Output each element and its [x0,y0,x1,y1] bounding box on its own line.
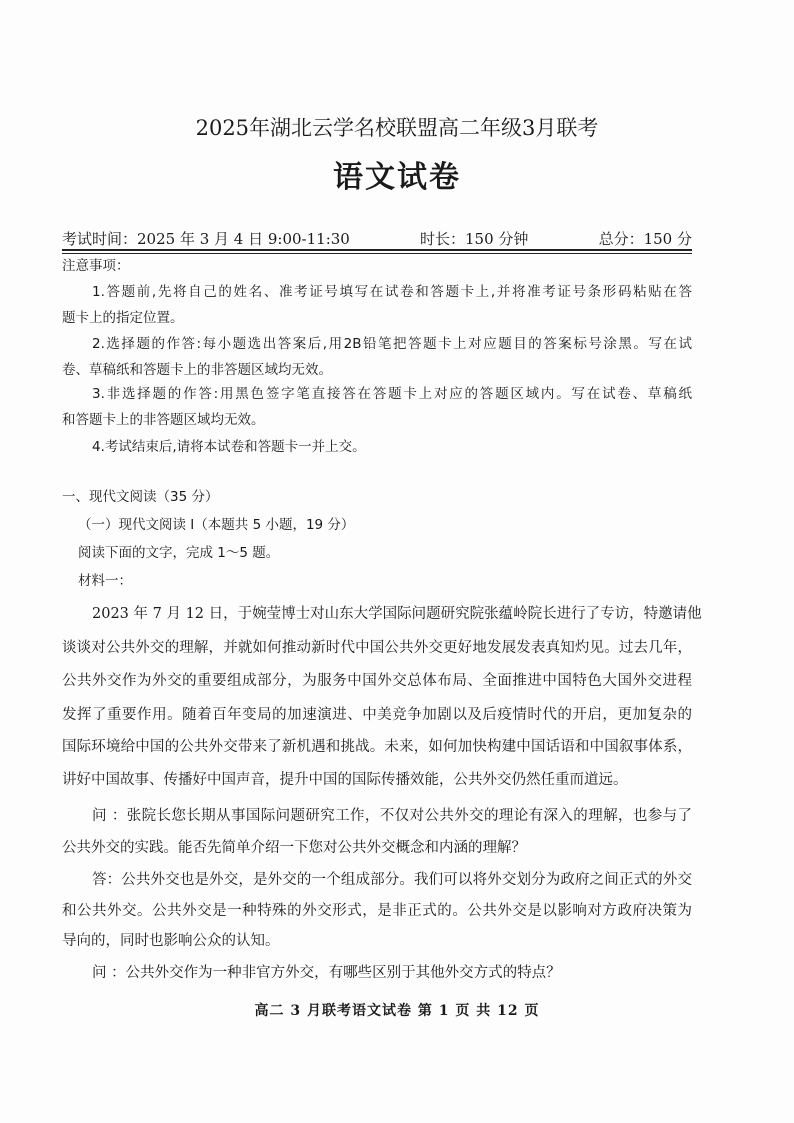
exam-subject-title: 语文试卷 [333,160,461,195]
divider-thin [62,253,692,254]
exam-title: 2025年湖北云学名校联盟高二年级3月联考 [195,116,599,140]
question-line: 公共外交的实践。能否先简单介绍一下您对公共外交概念和内涵的理解？ [62,840,526,856]
answer-line: 答：公共外交也是外交，是外交的一个组成部分。我们可以将外交划分为政府之间正式的外交 [92,872,692,888]
reading-instruction: 阅读下面的文字，完成 1～5 题。 [78,545,280,561]
section-subheading: （一）现代文阅读 I（本题共 5 小题，19 分） [78,517,355,533]
notes-heading: 注意事项： [62,258,130,274]
note-line: 4.考试结束后,请将本试卷和答题卡一并上交。 [92,439,366,455]
note-line: 1.答题前,先将自己的姓名、准考证号填写在试卷和答题卡上,并将准考证号条形码粘贴在答 [92,284,692,300]
exam-duration: 时长：150 分钟 [420,230,529,248]
question-line: 问 ：张院长您长期从事国际问题研究工作，不仅对公共外交的理论有深入的理解，也参与了 [92,808,692,824]
note-line: 卷、草稿纸和答题卡上的非答题区域均无效。 [62,362,332,378]
note-line: 和答题卡上的非答题区域均无效。 [62,412,265,428]
answer-line: 导向的，同时也影响公众的认知。 [62,933,280,949]
note-line: 3.非选择题的作答:用黑色签字笔直接答在答题卡上对应的答题区域内。写在试卷、草稿纸 [92,386,692,402]
exam-time: 考试时间：2025 年 3 月 4 日 9:00-11:30 [62,230,350,248]
note-line: 题卡上的指定位置。 [62,310,184,326]
section-heading: 一、现代文阅读（35 分） [62,489,219,505]
question-line: 问 ：公共外交作为一种非官方外交，有哪些区别于其他外交方式的特点？ [92,965,561,981]
exam-total-score: 总分：150 分 [598,230,692,248]
divider-thick [62,249,692,251]
page-footer: 高二 3 月联考语文试卷 第 1 页 共 12 页 [254,1003,540,1019]
answer-line: 和公共外交。公共外交是一种特殊的外交形式，是非正式的。公共外交是以影响对方政府决策为 [62,903,692,919]
material-label: 材料一： [78,573,132,589]
body-line: 谈谈对公共外交的理解，并就如何推动新时代中国公共外交更好地发展发表真知灼见。过去几年， [62,640,692,656]
body-line: 发挥了重要作用。随着百年变局的加速演进、中美竞争加剧以及后疫情时代的开启，更加复杂的 [62,707,692,723]
body-line: 2023 年 7 月 12 日，于婉莹博士对山东大学国际问题研究院张蕴岭院长进行了专访，特邀请他 [92,606,702,622]
exam-info-bar [62,228,692,249]
body-line: 讲好中国故事、传播好中国声音，提升中国的国际传播效能，公共外交仍然任重而道远。 [62,772,628,788]
body-line: 公共外交作为外交的重要组成部分，为服务中国外交总体布局、全面推进中国特色大国外交进程 [62,673,692,689]
note-line: 2.选择题的作答:每小题选出答案后,用2B铅笔把答题卡上对应题目的答案标号涂黑。写在试 [92,336,692,352]
body-line: 国际环境给中国的公共外交带来了新机遇和挑战。未来，如何加快构建中国话语和中国叙事体系， [62,739,692,755]
